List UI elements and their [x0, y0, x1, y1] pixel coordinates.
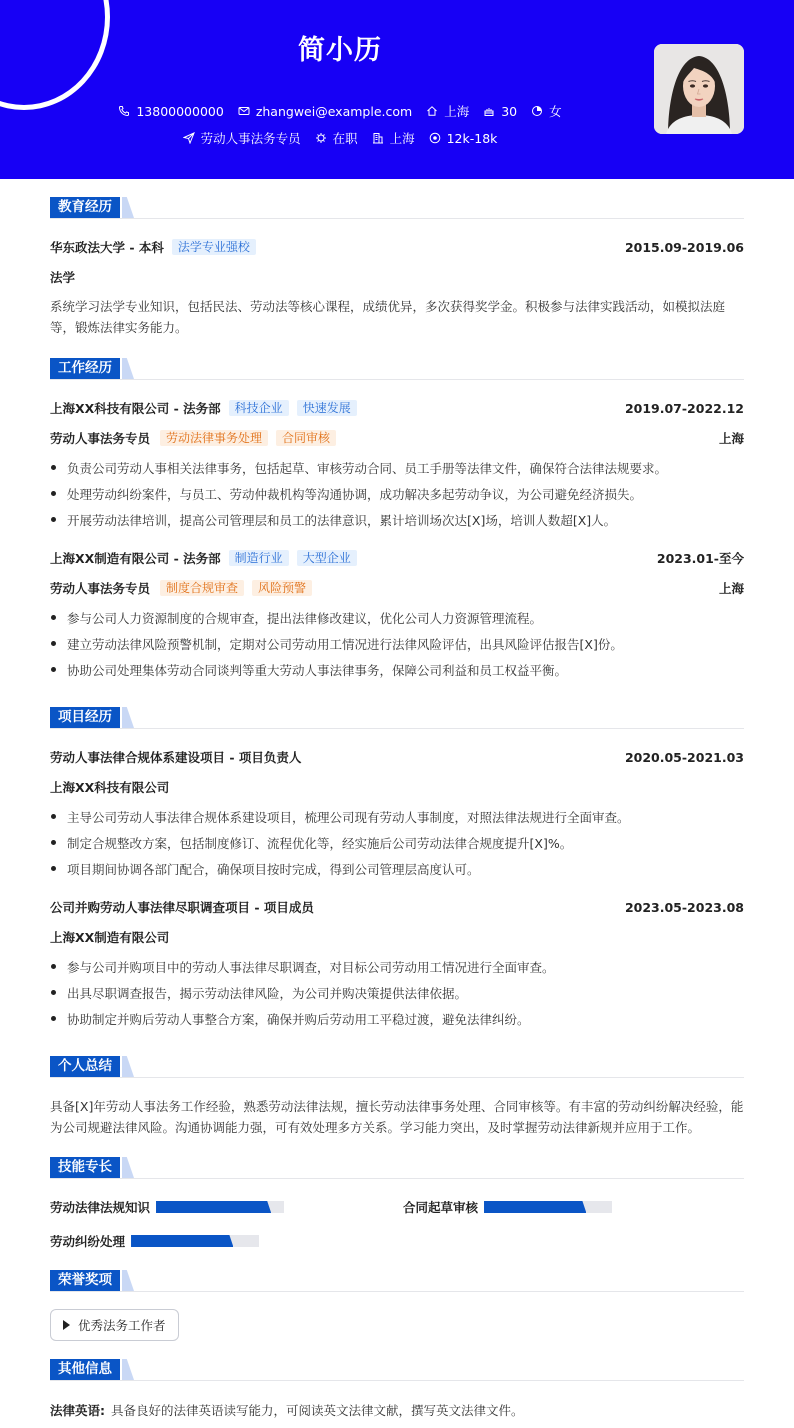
project-header-row: [50, 748, 744, 766]
education-description: 系统学习法学专业知识，包括民法、劳动法等核心课程，成绩优异，多次获得奖学金。积极参与法律实践活动，如模拟法庭等，锻炼法律实务能力。: [50, 299, 726, 335]
phone-number: 13800000000: [136, 103, 224, 119]
section-tab-decoration: [122, 707, 134, 728]
project-dates: 2020.05-2021.03: [624, 749, 744, 765]
awards-section-title: 荣誉奖项: [50, 1270, 120, 1291]
skill-bar: [131, 1235, 259, 1247]
project-name: 公司并购劳动人事法律尽职调查项目 - 项目成员: [50, 900, 314, 915]
email-address: zhangwei@example.com: [255, 103, 413, 119]
other-section-header: [50, 1361, 744, 1381]
section-tab-decoration: [122, 1270, 134, 1291]
project-name: 劳动人事法律合规体系建设项目 - 项目负责人: [50, 750, 302, 765]
skill-bar: [484, 1201, 612, 1213]
company-tag: 科技企业: [229, 400, 289, 416]
skill-tag: 劳动法律事务处理: [160, 430, 268, 446]
resume-header: [0, 0, 794, 179]
school-tag: 法学专业强校: [172, 239, 256, 255]
summary-text: 具备[X]年劳动人事法务工作经验，熟悉劳动法律法规，擅长劳动法律事务处理、合同审核等。有丰富的劳动纠纷解决经验，能为公司规避法律风险。沟通协调能力强，可有效处理多方关系。学习能力突出，及时掌握劳动法律新规并应用于工作。: [50, 1099, 744, 1135]
skill-bar-fill: [156, 1201, 271, 1213]
skills-section-title: 技能专长: [50, 1157, 120, 1178]
education-header-row: [50, 238, 744, 256]
salary-icon: [429, 132, 441, 144]
section-tab-decoration: [122, 197, 134, 218]
project-bullet: 协助制定并购后劳动人事整合方案，确保并购后劳动用工平稳过渡，避免法律纠纷。: [50, 1010, 744, 1028]
skills-section-header: [50, 1159, 744, 1179]
avatar: [654, 44, 744, 134]
other-info-text: 具备良好的法律英语读写能力，可阅读英文法律文献，撰写英文法律文件。: [111, 1403, 524, 1418]
work-role-row: [50, 579, 744, 597]
skill-tag: 合同审核: [276, 430, 336, 446]
status-icon: [315, 132, 327, 144]
award-item[interactable]: [50, 1309, 179, 1341]
phone-item: [118, 102, 223, 120]
work-section-title: 工作经历: [50, 358, 120, 379]
salary-text: 12k-18k: [446, 130, 498, 146]
project-dates: 2023.05-2023.08: [624, 899, 744, 915]
gender-item: [531, 102, 562, 120]
summary-section-title: 个人总结: [50, 1056, 120, 1077]
company-tag: 大型企业: [297, 550, 357, 566]
email-item: [238, 102, 412, 120]
salary-item: [429, 129, 498, 147]
work-bullet: 参与公司人力资源制度的合规审查，提出法律修改建议，优化公司人力资源管理流程。: [50, 609, 744, 627]
skill-bar: [156, 1201, 284, 1213]
other-info-label: 法律英语:: [50, 1403, 105, 1418]
section-tab-decoration: [122, 358, 134, 379]
gender-icon: [531, 105, 543, 117]
status-item: [315, 129, 358, 147]
work-company: 上海XX科技有限公司 - 法务部: [50, 401, 221, 416]
award-name: 优秀法务工作者: [78, 1318, 166, 1333]
work-role-row: [50, 429, 744, 447]
work-header-row: [50, 399, 744, 417]
candidate-name: 简小历: [298, 35, 382, 66]
section-tab-decoration: [122, 1157, 134, 1178]
project-section-header: [50, 709, 744, 729]
project-org: 上海XX科技有限公司: [50, 780, 170, 795]
home-icon: [426, 105, 438, 117]
company-tag: 制造行业: [229, 550, 289, 566]
skill-tag: 制度合规审查: [160, 580, 244, 596]
work-bullet: 负责公司劳动人事相关法律事务，包括起草、审核劳动合同、员工手册等法律文件，确保符合法律法规要求。: [50, 459, 744, 477]
summary-section-header: [50, 1058, 744, 1078]
work-dates: 2023.01-至今: [656, 551, 744, 566]
project-bullet: 出具尽职调查报告，揭示劳动法律风险，为公司并购决策提供法律依据。: [50, 984, 744, 1002]
work-header-row: [50, 549, 744, 567]
work-bullet: 建立劳动法律风险预警机制，定期对公司劳动用工情况进行法律风险评估，出具风险评估报告[X]份。: [50, 635, 744, 653]
awards-section-header: [50, 1272, 744, 1292]
age-icon: [483, 105, 495, 117]
skill-bar-fill: [484, 1201, 586, 1213]
skill-name: 合同起草审核: [403, 1200, 479, 1215]
project-org-row: [50, 928, 744, 946]
work-bullet: 协助公司处理集体劳动合同谈判等重大劳动人事法律事务，保障公司利益和员工权益平衡。: [50, 661, 744, 679]
project-org-row: [50, 778, 744, 796]
job-intent-row: [0, 129, 680, 147]
gender-text: 女: [549, 104, 562, 119]
work-location: 上海: [718, 431, 744, 446]
project-bullet: 项目期间协调各部门配合，确保项目按时完成，得到公司管理层高度认可。: [50, 860, 744, 878]
age-text: 30: [501, 103, 518, 119]
work-section-header: [50, 360, 744, 380]
play-triangle-icon: [63, 1320, 70, 1330]
work-location: 上海: [718, 581, 744, 596]
project-org: 上海XX制造有限公司: [50, 930, 170, 945]
project-bullet: 主导公司劳动人事法律合规体系建设项目，梳理公司现有劳动人事制度，对照法律法规进行全面审查。: [50, 808, 744, 826]
project-section-title: 项目经历: [50, 707, 120, 728]
city-item: [426, 102, 469, 120]
target-city-item: [372, 129, 415, 147]
project-bullet: 参与公司并购项目中的劳动人事法律尽职调查，对目标公司劳动用工情况进行全面审查。: [50, 958, 744, 976]
education-section-header: [50, 199, 744, 219]
skill-item: [50, 1232, 259, 1250]
work-title: 劳动人事法务专员: [50, 581, 151, 596]
skill-name: 劳动法律法规知识: [50, 1200, 151, 1215]
section-tab-decoration: [122, 1056, 134, 1077]
city-text: 上海: [444, 104, 470, 119]
position-text: 劳动人事法务专员: [200, 131, 301, 146]
work-title: 劳动人事法务专员: [50, 431, 151, 446]
major-row: [50, 268, 744, 286]
age-item: [483, 102, 517, 120]
position-item: [183, 129, 301, 147]
skill-item: [50, 1198, 284, 1216]
send-icon: [183, 132, 195, 144]
section-tab-decoration: [122, 1359, 134, 1380]
other-section-title: 其他信息: [50, 1359, 120, 1380]
major-name: 法学: [50, 270, 76, 285]
skill-name: 劳动纠纷处理: [50, 1234, 126, 1249]
building-icon: [372, 132, 384, 144]
other-info-row: [50, 1401, 744, 1419]
education-section-title: 教育经历: [50, 197, 120, 218]
school-name: 华东政法大学 - 本科: [50, 240, 164, 255]
target-city-text: 上海: [389, 131, 415, 146]
work-dates: 2019.07-2022.12: [624, 400, 744, 416]
work-company: 上海XX制造有限公司 - 法务部: [50, 551, 221, 566]
project-header-row: [50, 898, 744, 916]
company-tag: 快速发展: [297, 400, 357, 416]
work-bullet: 开展劳动法律培训，提高公司管理层和员工的法律意识，累计培训场次达[X]场，培训人数超[X]人。: [50, 511, 744, 529]
education-dates: 2015.09-2019.06: [624, 239, 744, 255]
skill-bar-fill: [131, 1235, 233, 1247]
mail-icon: [238, 105, 250, 117]
project-bullet: 制定合规整改方案，包括制度修订、流程优化等，经实施后公司劳动法律合规度提升[X]%。: [50, 834, 744, 852]
contact-row: [0, 102, 680, 120]
work-bullet: 处理劳动纠纷案件，与员工、劳动仲裁机构等沟通协调，成功解决多起劳动争议，为公司避免经济损失。: [50, 485, 744, 503]
skill-tag: 风险预警: [252, 580, 312, 596]
status-text: 在职: [332, 131, 358, 146]
skill-item: [403, 1198, 612, 1216]
phone-icon: [118, 105, 130, 117]
